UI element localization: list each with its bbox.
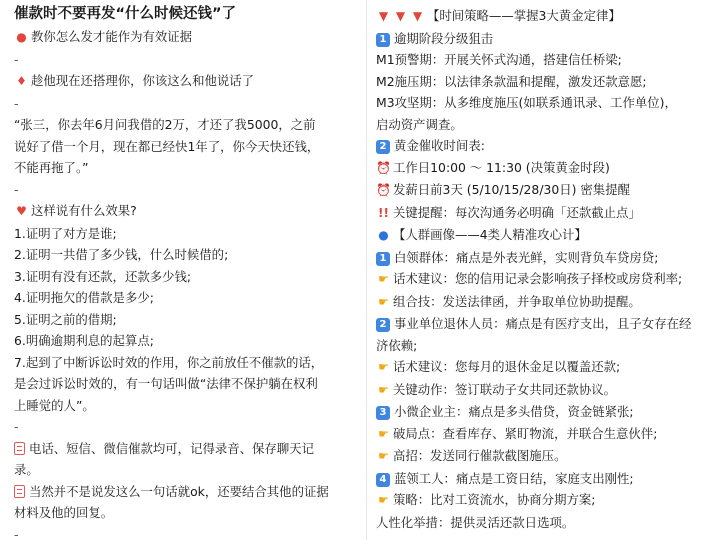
time-slot: ⏰ 发薪日前3天 (5/10/15/28/30日) 密集提醒 bbox=[376, 179, 712, 202]
stage-m2: M2施压期：以法律条款温和提醒，激发还款意愿; bbox=[376, 71, 712, 93]
persona-tip: ☛ 组合技：发送法律函，并争取单位协助提醒。 bbox=[376, 291, 712, 314]
effect-item: 7.起到了中断诉讼时效的作用，你之前放任不催款的话， bbox=[14, 352, 360, 374]
right-column bbox=[376, 0, 712, 533]
dash-separator: - bbox=[14, 49, 360, 71]
intro-line-2: ♦ 趁他现在还搭理你，你该这么和他说话了 bbox=[14, 70, 360, 93]
left-title: 催款时不要再发“什么时候还钱”了 bbox=[14, 2, 360, 26]
people-icon: ● bbox=[376, 225, 391, 247]
section-1: 1 逾期阶段分级狙击 bbox=[376, 28, 712, 50]
quote-line: 不能再拖了。” bbox=[14, 157, 360, 179]
dash-separator: - bbox=[14, 416, 360, 438]
persona-tip: ☛ 话术建议：您的信用记录会影响孩子择校或房贷利率; bbox=[376, 268, 712, 291]
intro-line: ● 教你怎么发才能作为有效证据 bbox=[14, 26, 360, 49]
stage-m3-cont: 启动资产调查。 bbox=[376, 114, 712, 136]
note-line: 录。 bbox=[14, 459, 360, 481]
effect-item: 4.证明拖欠的借款是多少; bbox=[14, 287, 360, 309]
effect-item: 3.证明有没有还款，还款多少钱; bbox=[14, 266, 360, 288]
number-3-icon: 3 bbox=[376, 406, 390, 420]
pointing-hand-icon: ☛ bbox=[376, 424, 391, 446]
pointing-hand-icon: ☛ bbox=[376, 490, 391, 512]
stage-m3: M3攻坚期：从多维度施压(如联系通讯录、工作单位)， bbox=[376, 92, 712, 114]
strategy-heading: ▼ ▼ ▼ 【时间策略——掌握3大黄金定律】 bbox=[376, 5, 712, 28]
note-line: 材料及他的回复。 bbox=[14, 502, 360, 524]
note-line: 电话、短信、微信催款均可，记得录音、保存聊天记 bbox=[14, 438, 360, 460]
persona-tip: ☛ 话术建议：您每月的退休金足以覆盖还款; bbox=[376, 356, 712, 379]
persona-4: 4 蓝领工人：痛点是工资日结，家庭支出刚性; bbox=[376, 468, 712, 490]
left-column bbox=[14, 0, 360, 545]
dash-separator: - bbox=[14, 179, 360, 201]
stage-m1: M1预警期：开展关怀式沟通，搭建信任桥梁; bbox=[376, 49, 712, 71]
number-4-icon: 4 bbox=[376, 473, 390, 487]
pushpin-icon: ▼ bbox=[410, 6, 425, 28]
pointing-hand-icon: ☛ bbox=[376, 269, 391, 291]
key-reminder: !! 关键提醒：每次沟通务必明确「还款截止点」 bbox=[376, 202, 712, 225]
persona-2: 2 事业单位退休人员：痛点是有医疗支出，且子女存在经 bbox=[376, 313, 712, 335]
pointing-hand-icon: ☛ bbox=[376, 446, 391, 468]
pushpin-icon: ▼ bbox=[376, 6, 391, 28]
drop-icon: ♦ bbox=[14, 71, 29, 93]
persona-1: 1 白领群体：痛点是外表光鲜，实则背负车贷房贷; bbox=[376, 247, 712, 269]
persona-tip: ☛ 破局点：查看库存、紧盯物流，并联合生意伙伴; bbox=[376, 423, 712, 446]
effect-item: 5.证明之前的借期; bbox=[14, 309, 360, 331]
persona-2-cont: 济依赖; bbox=[376, 335, 712, 357]
check-heart-icon: ♥ bbox=[14, 201, 29, 223]
double-exclamation-icon: !! bbox=[376, 203, 391, 225]
peach-icon: ● bbox=[14, 27, 29, 49]
effect-item: 上睡觉的人”。 bbox=[14, 395, 360, 417]
pointing-hand-icon: ☛ bbox=[376, 357, 391, 379]
section-2: 2 黄金催收时间表: bbox=[376, 135, 712, 157]
dash-separator: - bbox=[14, 524, 360, 545]
effect-item: 6.明确逾期利息的起算点; bbox=[14, 330, 360, 352]
time-slot: ⏰ 工作日10:00 ～ 11:30 (决策黄金时段) bbox=[376, 157, 712, 180]
pushpin-icon: ▼ bbox=[393, 6, 408, 28]
effect-heading: ♥ 这样说有什么效果? bbox=[14, 200, 360, 223]
column-divider bbox=[366, 0, 367, 540]
pointing-hand-icon: ☛ bbox=[376, 380, 391, 402]
alarm-clock-icon: ⏰ bbox=[376, 180, 391, 202]
number-1-icon: 1 bbox=[376, 33, 390, 47]
quote-line: “张三，你去年6月问我借的2万，才还了我5000，之前 bbox=[14, 114, 360, 136]
number-1-icon: 1 bbox=[376, 252, 390, 266]
persona-tip: ☛ 高招：发送同行催款截图施压。 bbox=[376, 445, 712, 468]
memo-icon bbox=[14, 485, 25, 498]
effect-item: 2.证明一共借了多少钱，什么时候借的; bbox=[14, 244, 360, 266]
number-2-icon: 2 bbox=[376, 318, 390, 332]
dash-separator: - bbox=[14, 93, 360, 115]
memo-icon bbox=[14, 442, 25, 455]
persona-heading: ● 【人群画像——4类人精准攻心计】 bbox=[376, 224, 712, 247]
pointing-hand-icon: ☛ bbox=[376, 292, 391, 314]
persona-tip: ☛ 关键动作：签订联动子女共同还款协议。 bbox=[376, 379, 712, 402]
effect-item: 是会过诉讼时效的，有一句话叫做“法律不保护躺在权利 bbox=[14, 373, 360, 395]
effect-item: 1.证明了对方是谁; bbox=[14, 223, 360, 245]
quote-line: 说好了借一个月，现在都已经快1年了，你今天快还钱， bbox=[14, 136, 360, 158]
persona-3: 3 小微企业主：痛点是多头借贷，资金链紧张; bbox=[376, 401, 712, 423]
note-line: 当然并不是说发这么一句话就ok，还要结合其他的证据 bbox=[14, 481, 360, 503]
number-2-icon: 2 bbox=[376, 140, 390, 154]
closing-line: 人性化举措：提供灵活还款日选项。 bbox=[376, 512, 712, 534]
persona-tip: ☛ 策略：比对工资流水，协商分期方案; bbox=[376, 489, 712, 512]
alarm-clock-icon: ⏰ bbox=[376, 158, 391, 180]
